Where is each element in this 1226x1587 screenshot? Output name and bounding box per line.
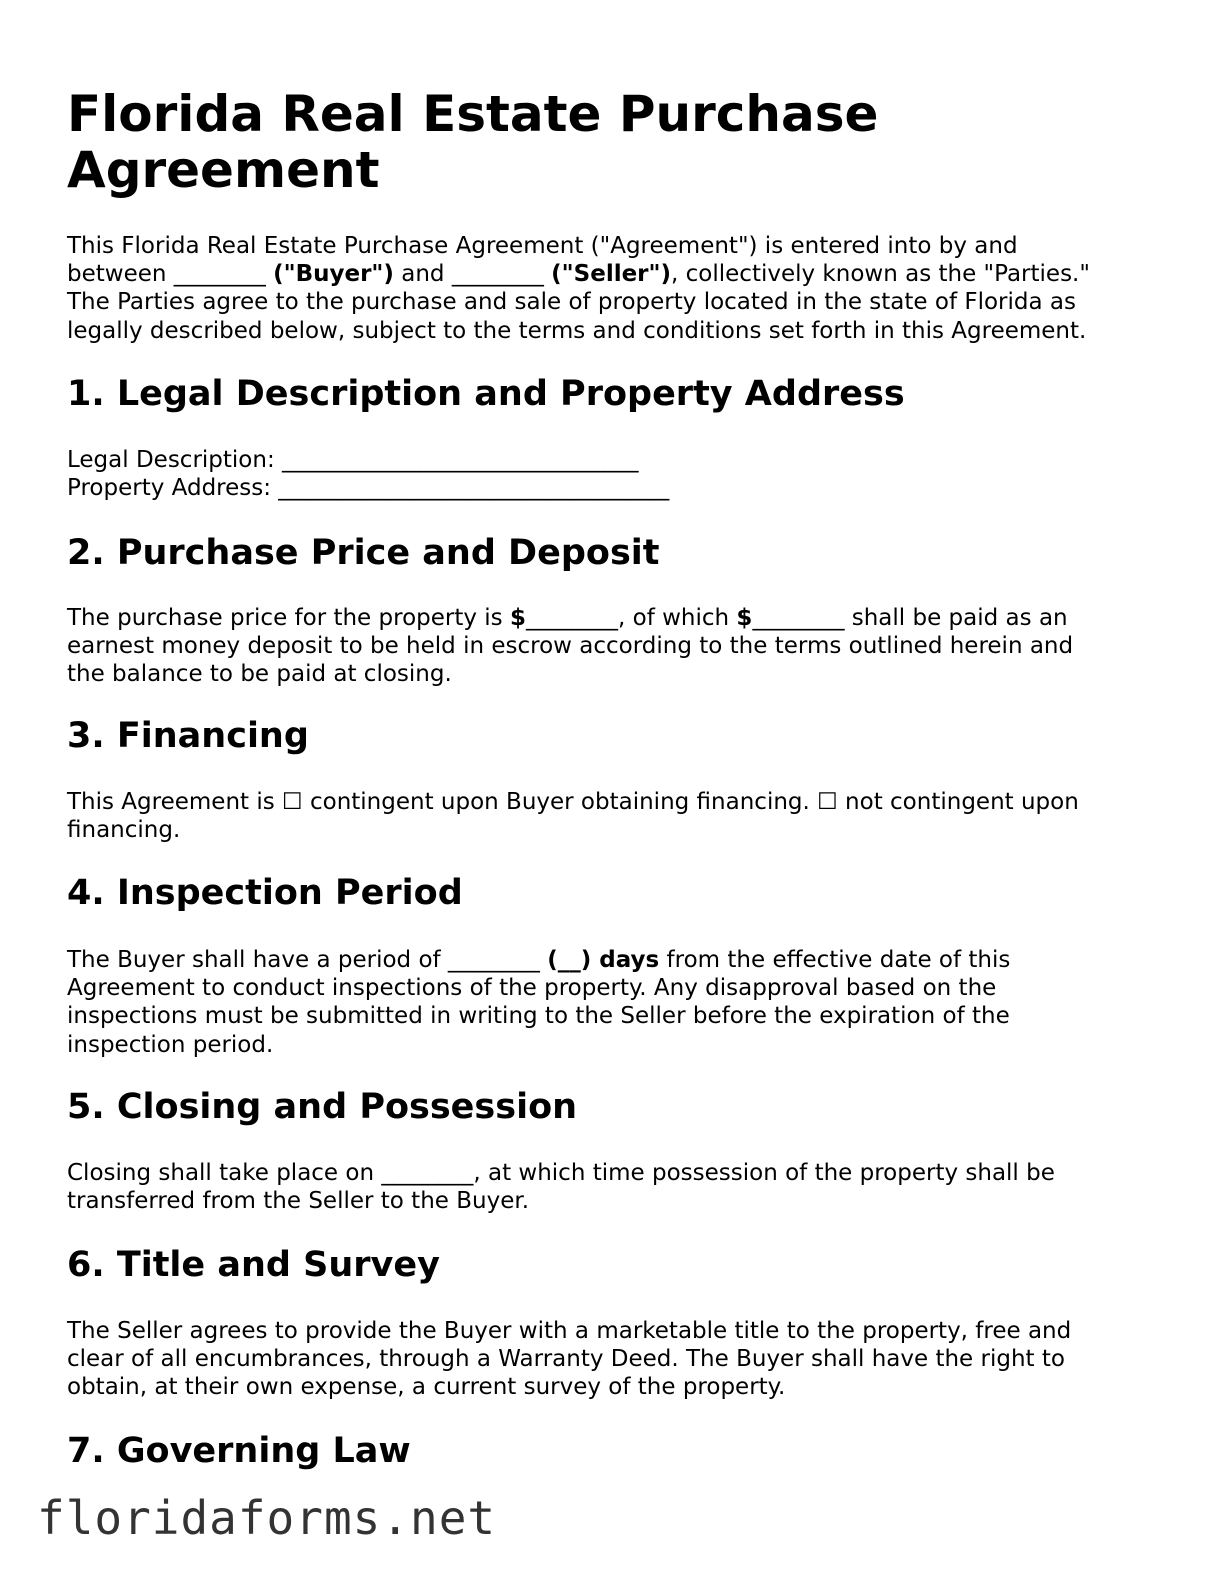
section-1-heading: 1. Legal Description and Property Address bbox=[67, 374, 905, 414]
section-4-heading: 4. Inspection Period bbox=[67, 873, 463, 913]
section-3-line-2: financing. bbox=[67, 817, 181, 844]
section-2-body bbox=[67, 604, 1127, 689]
section-6-heading: 6. Title and Survey bbox=[67, 1245, 440, 1285]
section-2-line-3: the balance to be paid at closing. bbox=[67, 661, 452, 688]
section-3-body bbox=[67, 788, 1127, 844]
intro-line-4: legally described below, subject to the terms and conditions set forth in this Agreement. bbox=[67, 317, 1087, 344]
seller-label: ("Seller") bbox=[551, 261, 672, 288]
section-6-line-2: clear of all encumbrances, through a Warranty Deed. The Buyer shall have the right to bbox=[67, 1346, 1065, 1373]
financing-options-line: This Agreement is ☐ contingent upon Buyer obtaining financing. ☐ not contingent upon bbox=[67, 789, 1079, 815]
section-5-line-2: transferred from the Seller to the Buyer. bbox=[67, 1188, 530, 1215]
section-2-line-2: earnest money deposit to be held in escrow according to the terms outlined herein and bbox=[67, 633, 1074, 660]
page-title: Florida Real Estate Purchase Agreement bbox=[67, 85, 879, 199]
section-6-line-1: The Seller agrees to provide the Buyer with a marketable title to the property, free and bbox=[67, 1318, 1072, 1344]
intro-line-1: This Florida Real Estate Purchase Agreement ("Agreement") is entered into by and bbox=[67, 233, 1018, 259]
section-4-body bbox=[67, 946, 1127, 1059]
section-5-heading: 5. Closing and Possession bbox=[67, 1087, 578, 1127]
intro-line-2: between ________ ("Buyer") and ________ ("Seller"), collectively known as the "Parties." bbox=[67, 261, 1090, 288]
section-2-heading: 2. Purchase Price and Deposit bbox=[67, 533, 660, 573]
section-3-heading: 3. Financing bbox=[67, 716, 309, 756]
section-4-line-1: The Buyer shall have a period of ________ (__) days from the effective date of this bbox=[67, 947, 1011, 973]
days-label: (__) days bbox=[547, 947, 660, 973]
section-2-line-1: The purchase price for the property is $________, of which $________ shall be paid as an bbox=[67, 605, 1068, 631]
section-4-line-3: inspections must be submitted in writing to the Seller before the expiration of the bbox=[67, 1003, 1010, 1030]
section-4-line-2: Agreement to conduct inspections of the property. Any disapproval based on the bbox=[67, 975, 997, 1002]
section-5-line-1: Closing shall take place on ________, at which time possession of the property shall be bbox=[67, 1160, 1055, 1186]
section-6-line-3: obtain, at their own expense, a current survey of the property. bbox=[67, 1374, 786, 1401]
section-4-line-4: inspection period. bbox=[67, 1031, 274, 1058]
section-1-body bbox=[67, 446, 1127, 502]
section-6-body bbox=[67, 1317, 1127, 1402]
buyer-label: ("Buyer") bbox=[273, 261, 394, 288]
site-watermark: floridaforms.net bbox=[37, 1491, 497, 1545]
section-5-body bbox=[67, 1159, 1127, 1215]
section-7-heading: 7. Governing Law bbox=[67, 1431, 411, 1471]
legal-description-field: Legal Description: _______________________________ bbox=[67, 447, 639, 473]
intro-paragraph bbox=[67, 232, 1127, 345]
property-address-field: Property Address: __________________________________ bbox=[67, 475, 670, 502]
intro-line-3: The Parties agree to the purchase and sale of property located in the state of Florida as bbox=[67, 289, 1076, 316]
